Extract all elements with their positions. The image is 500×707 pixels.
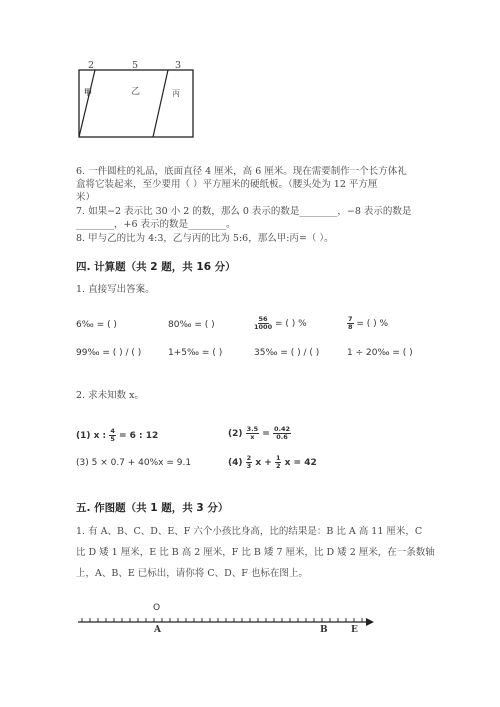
question-6-line3: 米） <box>76 192 96 203</box>
section-5-line3: 上，A、B、E 已标出，请你将 C、D、F 也标在图上。 <box>76 568 308 579</box>
question-6-line2: 盒将它装起来，至少要用（ ）平方厘米的硬纸板。（腰头处为 12 平方厘 <box>76 179 378 190</box>
calc-r2-c3: 35‰ = ( ) / ( ) <box>254 348 320 358</box>
section-4-q2: 2. 求未知数 x。 <box>76 390 144 401</box>
figure-top-number-1: 2 <box>88 60 95 71</box>
axis-label-b: B <box>320 625 328 635</box>
axis-zero-label: O <box>153 603 161 613</box>
calc-r1-c4: $\frac{7}{8}$ = ( ) % <box>348 315 389 331</box>
section-4-title: 四. 计算题（共 2 题，共 16 分） <box>76 261 236 273</box>
equation-2: (2) $\frac{3.5}{x}$ = $\frac{0.42}{0.6}$ <box>228 425 291 441</box>
question-8-line1: 8. 甲与乙的比为 4:3，乙与丙的比为 5:6，那么甲:丙=（ ）。 <box>76 233 334 244</box>
calc-r2-c1: 99‰ = ( ) / ( ) <box>76 348 142 358</box>
calc-r2-c4: 1 ÷ 20‰ = ( ) <box>347 348 413 358</box>
calc-r1-c2: 80‰ = ( ) <box>168 320 215 330</box>
axis-label-a: A <box>154 625 161 635</box>
number-line <box>70 608 380 648</box>
section-4-q1: 1. 直接写出答案。 <box>76 284 155 295</box>
calc-r1-c3: $\frac{56}{1000}$ = ( ) % <box>254 315 307 331</box>
figure-top-number-2: 5 <box>132 60 139 71</box>
axis-arrow <box>366 618 374 626</box>
section-5-line1: 1. 有 A、B、C、D、E、F 六个小孩比身高，比的结果是：B 比 A 高 11 厘米，C <box>76 526 423 537</box>
region-jia-label: 甲 <box>84 87 92 97</box>
region-yi-label: 乙 <box>131 87 141 97</box>
calc-r1-c1: 6‰ = ( ) <box>76 320 117 330</box>
question-7-line1: 7. 如果−2 表示比 30 小 2 的数，那么 0 表示的数是________，−8 表示的数是 <box>76 206 412 217</box>
region-bing-label: 丙 <box>172 89 180 98</box>
question-6-line1: 6. 一件圆柱的礼品，底面直径 4 厘米，高 6 厘米。现在需要制作一个长方体礼 <box>76 166 407 177</box>
figure-top-number-3: 3 <box>175 60 182 71</box>
axis-label-e: E <box>351 625 358 635</box>
calc-r2-c2: 1+5‰ = ( ) <box>168 348 223 358</box>
equation-4: (4) $\frac{2}{3}$ x + $\frac{1}{2}$ x = 42 <box>228 454 317 470</box>
fraction-56-1000: $\frac{56}{1000}$ <box>254 315 273 331</box>
fraction-7-8: $\frac{7}{8}$ <box>348 315 353 331</box>
equation-1: (1) x : $\frac{4}{5}$ = 6 : 12 <box>76 427 159 443</box>
question-7-line2: ________，+6 表示的数是________。 <box>76 219 236 230</box>
equation-3: (3) 5 × 0.7 + 40%x = 9.1 <box>76 458 192 468</box>
section-5-title: 五. 作图题（共 1 题，共 3 分） <box>76 502 229 514</box>
section-5-line2: 比 D 矮 1 厘米，E 比 B 高 2 厘米，F 比 B 矮 7 厘米，比 D 矮 2 厘米，在一条数轴 <box>76 547 435 558</box>
